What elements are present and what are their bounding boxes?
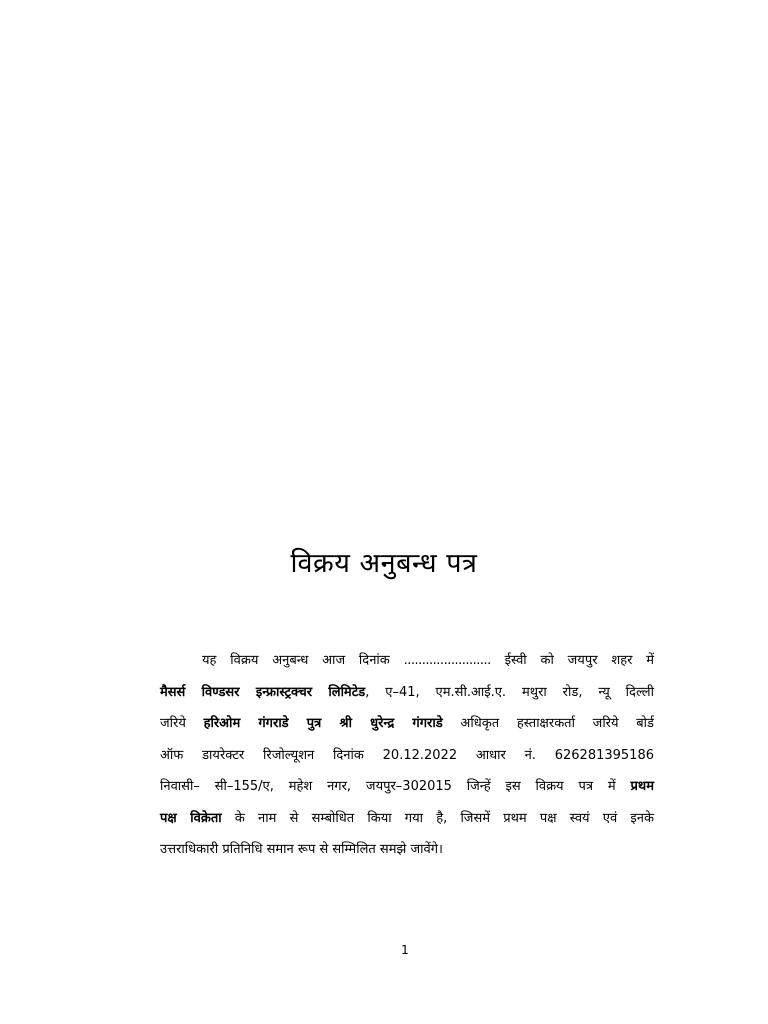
company-name: मैसर्स विण्डसर इन्फ्रास्ट्रक्चर लिमिटेड [160,684,366,700]
line3-text-b: अधिकृत हस्ताक्षरकर्ता जरिये बोर्ड [460,716,654,731]
line6-text-a: के नाम से सम्बोधित किया गया है, जिसमें प्रथम पक्ष स्वयं एवं इनके [234,810,654,826]
seller-party-label: पक्ष विक्रेता [160,810,222,826]
paragraph-line-6 [160,803,654,835]
document-title: विक्रय अनुबन्ध पत्र [290,548,478,579]
agreement-paragraph [160,645,654,866]
date-blank: ........................ [403,653,491,668]
line5-bold-a: प्रथम [630,779,654,794]
company-address: , ए–41, एम.सी.आई.ए. मथुरा रोड, न्यू दिल्ली [365,684,654,700]
paragraph-line-2 [160,677,654,709]
signatory-name: हरिओम गंगराडे पुत्र श्री धुरेन्द्र गंगराडे [203,716,443,731]
line1-text-b: ईस्वी को जयपुर शहर में [504,653,655,668]
line4-text-a: ऑफ डायरेक्टर रिजोल्यूशन दिनांक 20.12.2022 आधार नं. 626281395186 [160,747,654,763]
line1-text-a: यह विक्रय अनुबन्ध आज दिनांक [202,653,390,668]
line7-text-a: उत्तराधिकारी प्रतिनिधि समान रूप से सम्मिलित समझे जावेंगे। [160,842,443,857]
paragraph-line-7 [160,834,654,866]
page-number: 1 [401,943,409,957]
paragraph-line-1 [160,645,654,677]
line3-text-a: जरिये [160,716,186,731]
line5-text-a: निवासी– सी–155/ए, महेश नगर, जयपुर–302015 जिन्हें इस विक्रय पत्र में [160,779,616,794]
paragraph-line-5 [160,771,654,803]
paragraph-line-4 [160,740,654,772]
paragraph-line-3 [160,708,654,740]
